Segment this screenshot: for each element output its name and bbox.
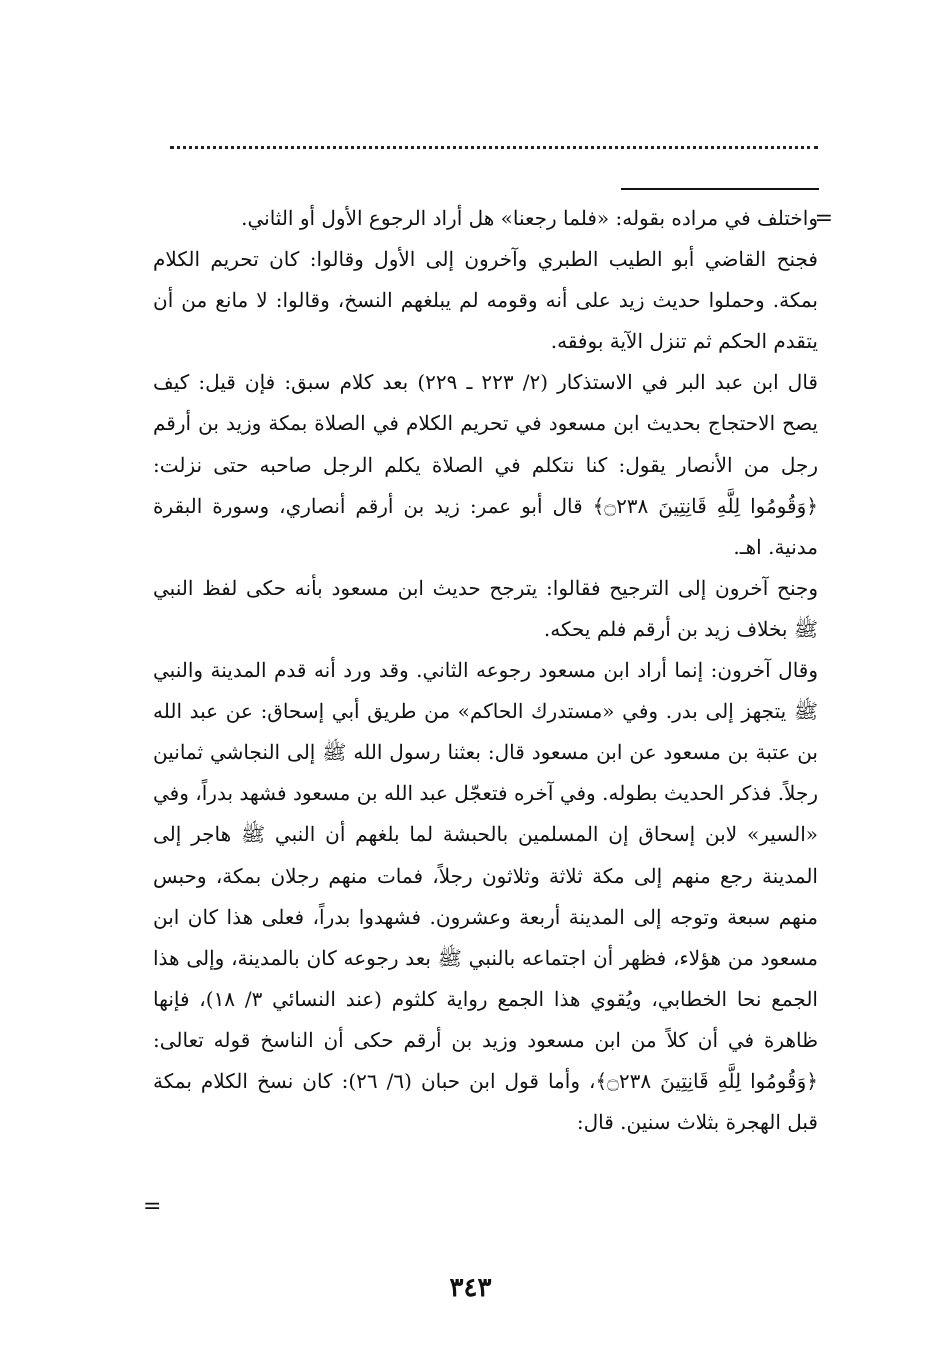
- continuation-mark-bottom: =: [143, 1194, 162, 1219]
- paragraph: فجنح القاضي أبو الطيب الطبري وآخرون إلى الأول وقالوا: كان تحريم الكلام بمكة. وحملوا حديث زيد على أنه وقومه لم يبلغهم النسخ، وقالوا: لا مانع من أن يتقدم الحكم ثم تنزل الآية بوفقه.: [153, 247, 818, 354]
- page-number: ٣٤٣: [449, 1273, 492, 1303]
- paragraph: قال ابن عبد البر في الاستذكار (٢/ ٢٢٣ ـ ٢٢٩) بعد كلام سبق: فإن قيل: كيف يصح الاحتجاج بحديث ابن مسعود في تحريم الكلام في الصلاة بمكة وزيد بن أرقم رجل من الأنصار يقول: كنا نتكلم في الصلاة يكلم الرجل صاحبه حتى نزلت: ﴿وَقُومُوا لِلَّهِ قَانِتِينَ ۝٢٣٨﴾ قال أبو عمر: زيد بن أرقم أنصاري، وسورة البقرة مدنية. اهـ.: [153, 370, 818, 559]
- footnote-text: [153, 198, 818, 1143]
- paragraph: وقال آخرون: إنما أراد ابن مسعود رجوعه الثاني. وقد ورد أنه قدم المدينة والنبي ﷺ يتجهز إلى بدر. وفي «مستدرك الحاكم» من طريق أبي إسحاق: عن عبد الله بن عتبة بن مسعود عن ابن مسعود قال: بعثنا رسول الله ﷺ إلى النجاشي ثمانين رجلاً. فذكر الحديث بطوله. وفي آخره فتعجّل عبد الله بن مسعود فشهد بدراً، وفي «السير» لابن إسحاق إن المسلمين بالحبشة لما بلغهم أن النبي ﷺ هاجر إلى المدينة رجع منهم إلى مكة ثلاثة وثلاثون رجلاً، فمات منهم رجلان بمكة، وحبس منهم سبعة وتوجه إلى المدينة أربعة وعشرون. فشهدوا بدراً، فعلى هذا كان ابن مسعود من هؤلاء، فظهر أن اجتماعه بالنبي ﷺ بعد رجوعه كان بالمدينة، وإلى هذا الجمع نحا الخطابي، ويُقوي هذا الجمع رواية كلثوم (عند النسائي ٣/ ١٨)، فإنها ظاهرة في أن كلاً من ابن مسعود وزيد بن أرقم حكى أن الناسخ قوله تعالى: ﴿وَقُومُوا لِلَّهِ قَانِتِينَ ۝٢٣٨﴾، وأما قول ابن حبان (٦/ ٢٦): كان نسخ الكلام بمكة قبل الهجرة بثلاث سنين. قال:: [153, 658, 819, 1135]
- paragraph: واختلف في مراده بقوله: «فلما رجعنا» هل أراد الرجوع الأول أو الثاني.: [241, 206, 818, 230]
- dotted-separator: [170, 146, 818, 149]
- continuation-mark-top: =: [814, 206, 833, 231]
- footnote-separator-line: [621, 188, 819, 190]
- paragraph: وجنح آخرون إلى الترجيح فقالوا: يترجح حديث ابن مسعود بأنه حكى لفظ النبي ﷺ بخلاف زيد بن أرقم فلم يحكه.: [153, 575, 818, 641]
